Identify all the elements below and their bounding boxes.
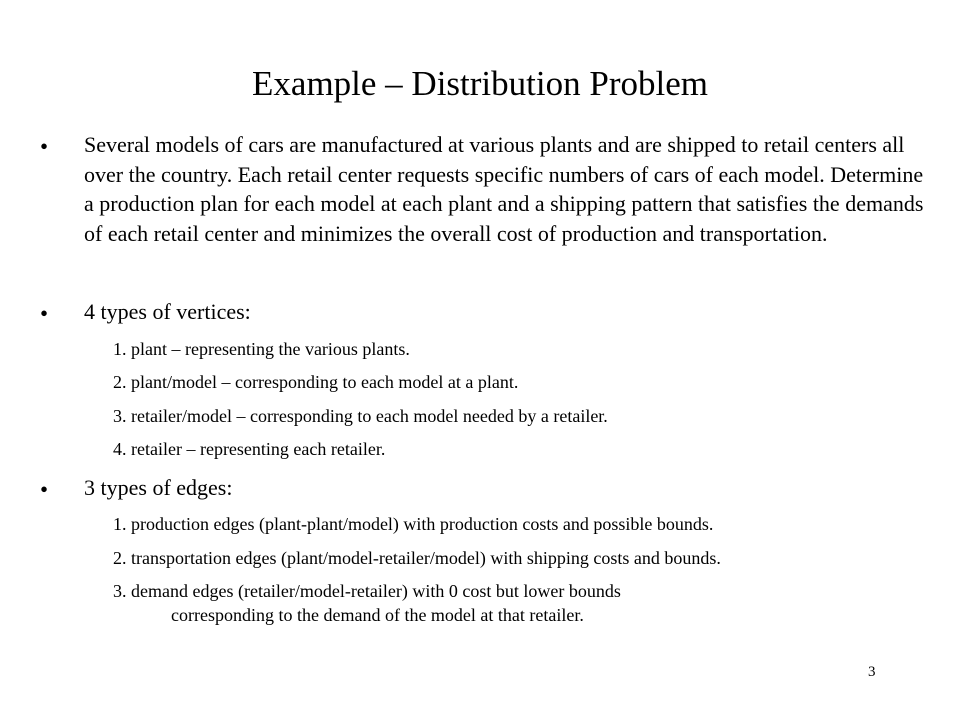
edge-type-item-text: 3. demand edges (retailer/model-retailer) with 0 cost but lower bounds (113, 581, 621, 601)
edge-type-item-continuation: corresponding to the demand of the model at that retailer. (171, 605, 584, 625)
page-number: 3 (868, 664, 876, 680)
vertex-type-item: 3. retailer/model – corresponding to each model needed by a retailer. (113, 406, 608, 426)
bullet-dot: • (40, 134, 49, 159)
bullet-dot: • (40, 301, 49, 326)
bullet-edge-types: 3 types of edges: (84, 475, 233, 500)
vertex-type-item: 4. retailer – representing each retailer. (113, 439, 386, 459)
bullet-dot: • (40, 477, 49, 502)
bullet-vertex-types: 4 types of vertices: (84, 299, 251, 324)
vertex-type-item: 1. plant – representing the various plants. (113, 339, 410, 359)
vertex-type-item: 2. plant/model – corresponding to each model at a plant. (113, 372, 519, 392)
edge-type-item: 1. production edges (plant-plant/model) with production costs and possible bounds. (113, 514, 714, 534)
bullet-problem-description: Several models of cars are manufactured at various plants and are shipped to retail centers all over the country. Each retail center requests specific numbers of cars of each model. Determine a production plan for each model at each plant and a shipping pattern that satisfies the demands of each retail center and minimizes the overall cost of production and transportation. (84, 132, 924, 246)
edge-type-item (113, 579, 933, 627)
edge-type-item: 2. transportation edges (plant/model-retailer/model) with shipping costs and bounds. (113, 548, 721, 568)
slide-title: Example – Distribution Problem (252, 64, 708, 103)
